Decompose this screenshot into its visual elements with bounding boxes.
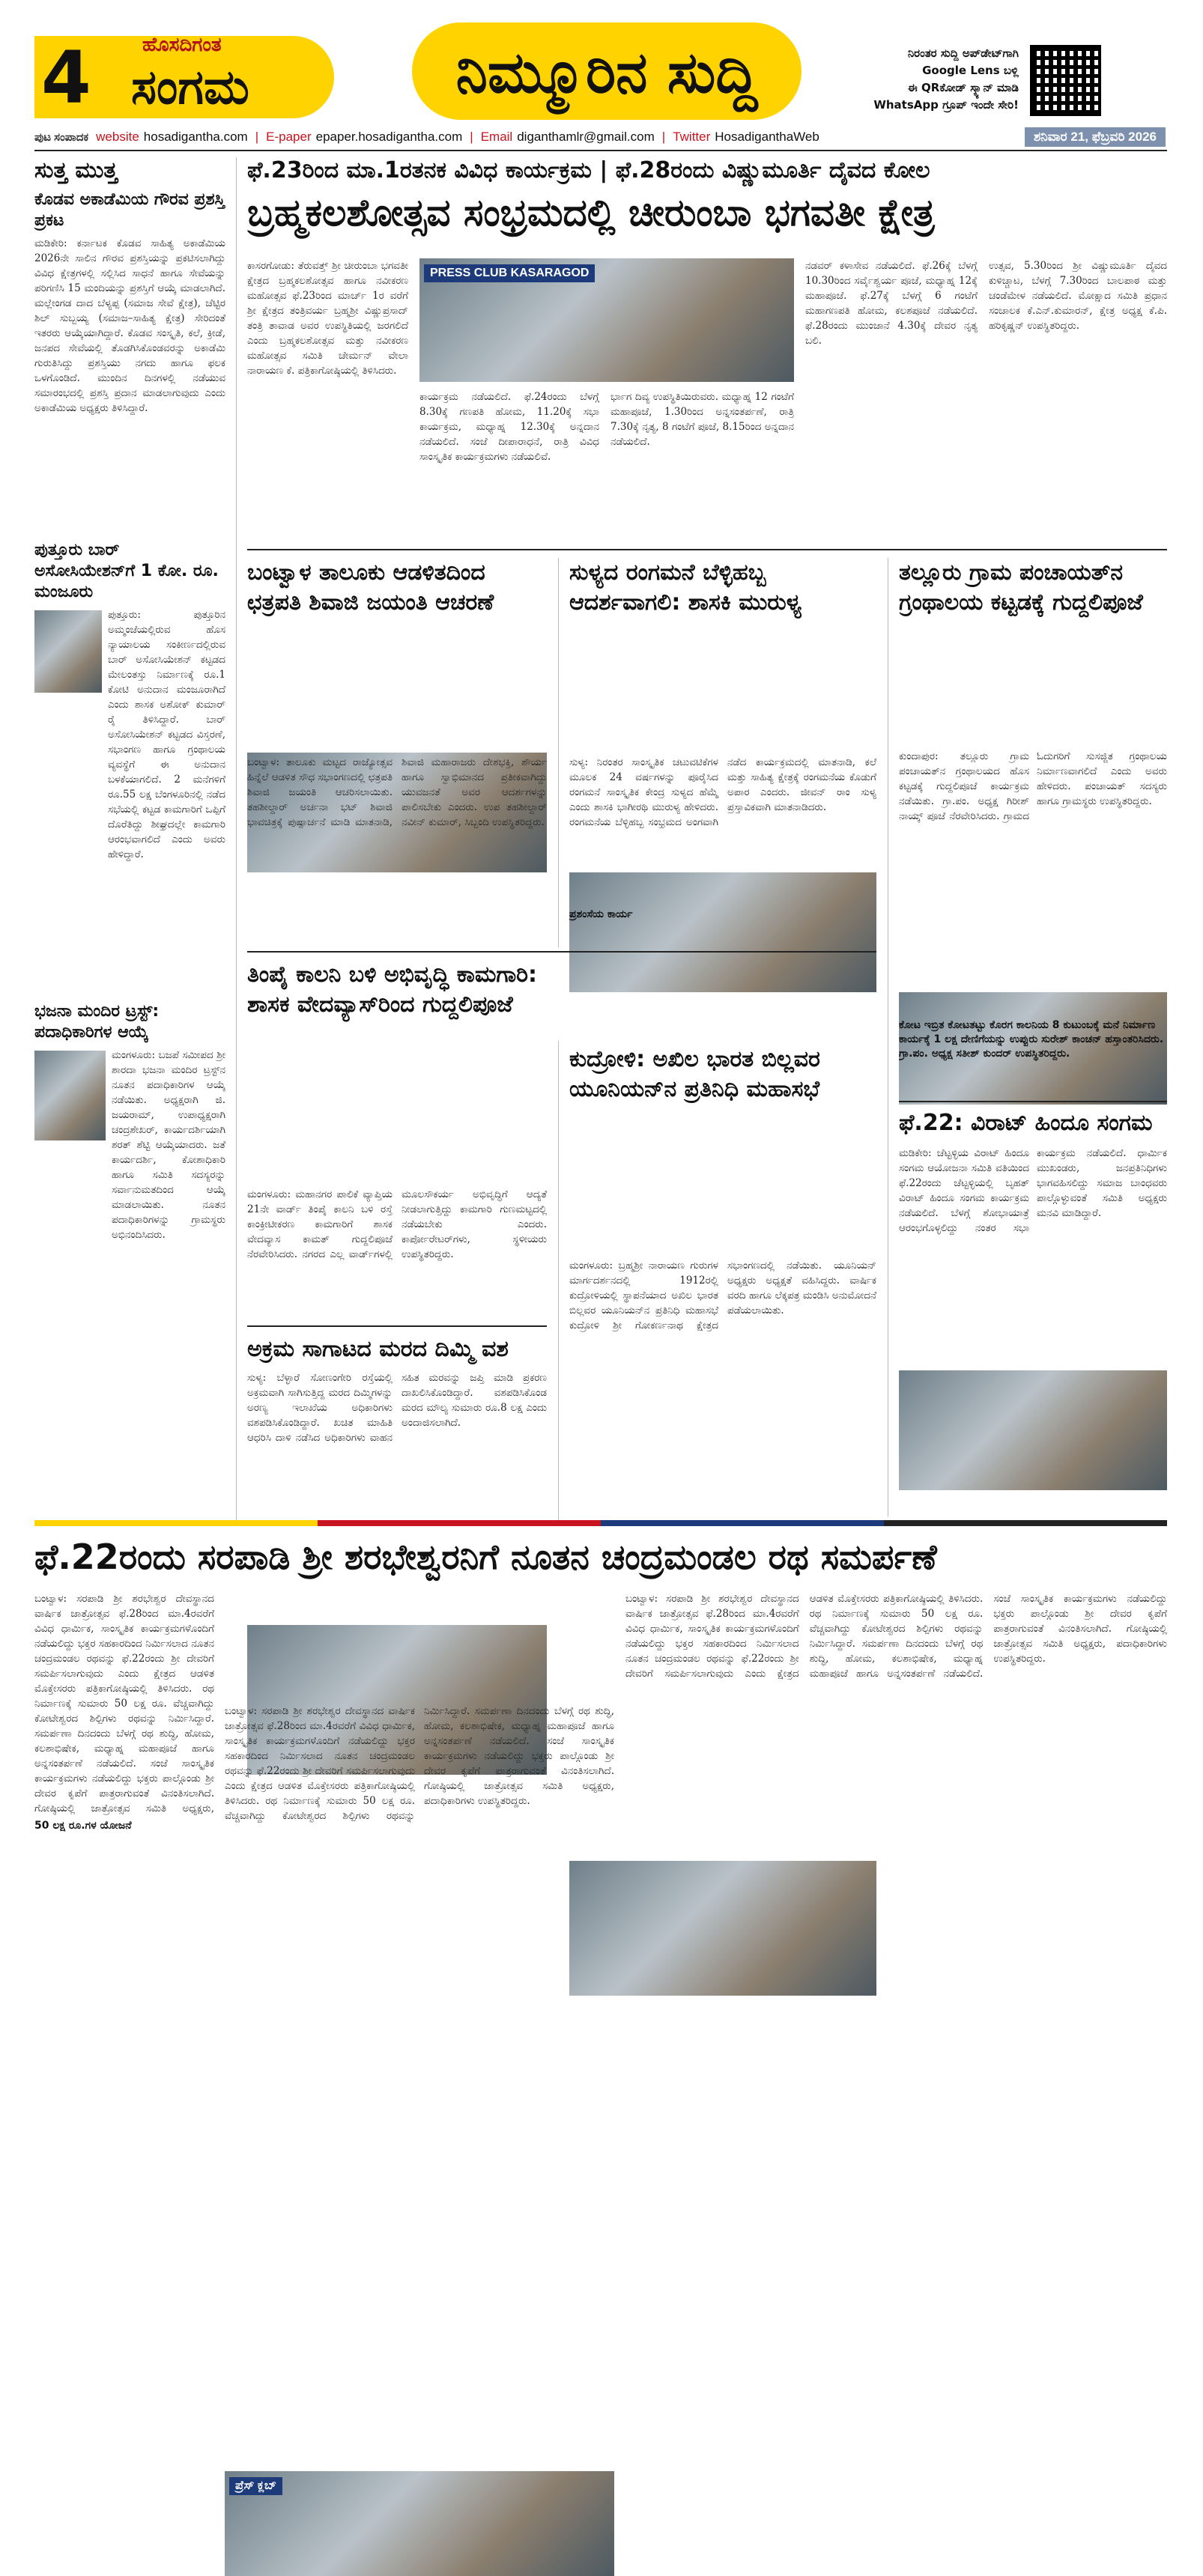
lead-body: ನಡವರ್ ಕಳಾಸೇವ ನಡೆಯಲಿದೆ. ಫೆ.26ಕ್ಕೆ ಬೆಳಗ್ಗೆ 10.30ರಿಂದ ಸರ್ವೈಶ್ವರ್ಯ ಪೂಜೆ, ಮಧ್ಯಾಹ್ನ 12ಕ್ಕೆ ಮಹಾಪೂಜೆ. ಫೆ.27ಕ್ಕೆ ಬೆಳಗ್ಗೆ 6 ಗಂಟೆಗೆ ಮಹಾಗಣಪತಿ ಹೋಮ, ಕಲಶಪೂಜೆ ನಡೆಯಲಿದೆ. ಫೆ.28ರಂದು ಮುಂಜಾನೆ 4.30ಕ್ಕೆ ದೇವರ ನೃತ್ಯ ಬಲಿ. [805, 260, 978, 347]
story-body: ಸುಳ್ಯ: ನಿರಂತರ ಸಾಂಸ್ಕೃತಿಕ ಚಟುವಟಿಕೆಗಳ ಮೂಲಕ 24 ವರ್ಷಗಳನ್ನು ಪೂರೈಸಿದ ರಂಗಮನೆ ಸಾಂಸ್ಕೃತಿಕ ಕೇಂದ್ರ ಸುಳ್ಯದ ಹೆಮ್ಮೆ ಎಂದು ಶಾಸಕಿ ಭಾಗೀರಥಿ ಮುರುಳ್ಯ ಹೇಳಿದರು. ರಂಗಮನೆಯ ಬೆಳ್ಳಿಹಬ್ಬ ಸಂಭ್ರಮದ ಅಂಗವಾಗಿ ನಡೆದ ಕಾರ್ಯಕ್ರಮದಲ್ಲಿ ಮಾತನಾಡಿ, ಕಲೆ ಮತ್ತು ಸಾಹಿತ್ಯ ಕ್ಷೇತ್ರಕ್ಕೆ ರಂಗಮನೆಯ ಕೊಡುಗೆ ಅಪಾರ ಎಂದರು. ಜೀವನ್ ರಾಂ ಸುಳ್ಯ ಪ್ರಸ್ತಾವಿಕವಾಗಿ ಮಾತನಾಡಿದರು. [569, 756, 876, 828]
twitter-label: Twitter [673, 130, 711, 144]
page-number: 4 [41, 36, 91, 120]
story-body: ಮಡಿಕೇರಿ: ಕರ್ನಾಟಕ ಕೊಡವ ಸಾಹಿತ್ಯ ಅಕಾಡೆಮಿಯ 2026ನೇ ಸಾಲಿನ ಗೌರವ ಪ್ರಶಸ್ತಿಯನ್ನು ಪ್ರಕಟಿಸಲಾಗಿದ್ದು ವಿವಿಧ ಕ್ಷೇತ್ರಗಳಲ್ಲಿ ಸಲ್ಲಿಸಿದ ಸಾಧನೆ ಹಾಗೂ ಸೇವೆಯನ್ನು ಪರಿಗಣಿಸಿ 15 ಮಂದಿಯನ್ನು ಪ್ರಶಸ್ತಿಗೆ ಆಯ್ಕೆ ಮಾಡಲಾಗಿದೆ. ಮಲ್ಲೇಂಗಡ ದಾದ ಬೆಳ್ಯಪ್ಪ (ಸಮಾಜ ಸೇವೆ ಕ್ಷೇತ್ರ), ಚೆಟ್ಟಿರ ಶಿಲ್ ಸುಬ್ಬಯ್ಯ (ಸಮಾಜ–ಸಾಹಿತ್ಯ ಕ್ಷೇತ್ರ) ಸೇರಿದಂತೆ ಇತರರು ಆಯ್ಕೆಯಾಗಿದ್ದಾರೆ. ಕೊಡವ ಸಂಸ್ಕೃತಿ, ಕಲೆ, ಕ್ರೀಡೆ, ಜನಪದ ಸೇವೆಯಲ್ಲಿ ತೊಡಗಿಸಿಕೊಂಡವರನ್ನು ಅಕಾಡೆಮಿ ಗುರುತಿಸಿದ್ದು ಪ್ರಶಸ್ತಿಯು ನಗದು ಹಾಗೂ ಫಲಕ ಒಳಗೊಂಡಿದೆ. ಮುಂದಿನ ದಿನಗಳಲ್ಲಿ ನಡೆಯುವ ಸಮಾರಂಭದಲ್ಲಿ ಪ್ರಶಸ್ತಿ ಪ್ರದಾನ ಮಾಡಲಾಗುವುದು ಎಂದು ಅಕಾಡೆಮಿಯ ಅಧ್ಯಕ್ಷರು ತಿಳಿಸಿದ್ದಾರೆ. [34, 237, 225, 414]
twitter-link[interactable]: HosadiganthaWeb [715, 130, 819, 144]
person-photo [34, 1051, 106, 1140]
story-body: ಮಂಗಳೂರು: ಬಜಪೆ ಸಮೀಪದ ಶ್ರೀ ಶಾರದಾ ಭಜನಾ ಮಂದಿರ ಟ್ರಸ್ಟ್‌ನ ನೂತನ ಪದಾಧಿಕಾರಿಗಳ ಆಯ್ಕೆ ನಡೆಯಿತು. ಅಧ್ಯಕ್ಷರಾಗಿ ಜಿ. ಜಯರಾಮ್, ಉಪಾಧ್ಯಕ್ಷರಾಗಿ ಚಂದ್ರಶೇಖರ್, ಕಾರ್ಯದರ್ಶಿಯಾಗಿ ಶರತ್ ಶೆಟ್ಟಿ ಆಯ್ಕೆಯಾದರು. ಜತೆ ಕಾರ್ಯದರ್ಶಿ, ಕೋಶಾಧಿಕಾರಿ ಹಾಗೂ ಸಮಿತಿ ಸದಸ್ಯರನ್ನು ಸರ್ವಾನುಮತದಿಂದ ಆಯ್ಕೆ ಮಾಡಲಾಯಿತು. ನೂತನ ಪದಾಧಿಕಾರಿಗಳನ್ನು ಗ್ರಾಮಸ್ಥರು ಅಭಿನಂದಿಸಿದರು. [112, 1049, 225, 1241]
masthead-rule [34, 150, 1167, 151]
epaper-link[interactable]: epaper.hosadigantha.com [315, 130, 463, 144]
story-body: ಮಡಿಕೇರಿ: ಚೆಟ್ಟಳ್ಳಿಯ ವಿರಾಟ್ ಹಿಂದೂ ಸಂಗಮ ಆಯೋಜನಾ ಸಮಿತಿ ವತಿಯಿಂದ ಫೆ.22ರಂದು ಚೆಟ್ಟಳ್ಳಿಯಲ್ಲಿ ಬೃಹತ್ ವಿರಾಟ್ ಹಿಂದೂ ಸಂಗಮ ಕಾರ್ಯಕ್ರಮ ನಡೆಯಲಿದೆ. ಬೆಳಗ್ಗೆ ಶೋಭಾಯಾತ್ರೆ ಆರಂಭಗೊಳ್ಳಲಿದ್ದು ನಂತರ ಸಭಾ ಕಾರ್ಯಕ್ರಮ ನಡೆಯಲಿದೆ. ಧಾರ್ಮಿಕ ಮುಖಂಡರು, ಜನಪ್ರತಿನಿಧಿಗಳು ಭಾಗವಹಿಸಲಿದ್ದು ಸಮಾಜ ಬಾಂಧವರು ಪಾಲ್ಗೊಳ್ಳುವಂತೆ ಸಮಿತಿ ಅಧ್ಯಕ್ಷರು ಮನವಿ ಮಾಡಿದ್ದಾರೆ. [899, 1147, 1167, 1234]
story-headline: ಅಕ್ರಮ ಸಾಗಾಟದ ಮರದ ದಿಮ್ಮಿ ವಶ [247, 1336, 509, 1362]
photo-banner: ಪ್ರೆಸ್ ಕ್ಲಬ್ [229, 2477, 282, 2495]
story-headline: ಭಜನಾ ಮಂದಿರ ಟ್ರಸ್ಟ್: ಪದಾಧಿಕಾರಿಗಳ ಆಯ್ಕೆ [34, 1002, 160, 1042]
tagline: ನಿಮ್ಮೂರಿನ ಸುದ್ದಿ [455, 39, 758, 106]
story-body: ಪುತ್ತೂರು: ಪುತ್ತೂರಿನ ಅಮ್ಮಂಜೆಯಲ್ಲಿರುವ ಹೊಸ ನ್ಯಾಯಾಲಯ ಸಂಕೀರ್ಣದಲ್ಲಿರುವ ಬಾರ್ ಅಸೋಸಿಯೇಶನ್ ಕಟ್ಟಡದ ಮೇಲಂತಸ್ತು ನಿರ್ಮಾಣಕ್ಕೆ ರೂ.1 ಕೋಟಿ ಅನುದಾನ ಮಂಜೂರಾಗಿದೆ ಎಂದು ಶಾಸಕ ಅಶೋಕ್ ಕುಮಾರ್ ರೈ ತಿಳಿಸಿದ್ದಾರೆ. ಬಾರ್ ಅಸೋಸಿಯೇಶನ್ ಕಟ್ಟಡದ ವಿಸ್ತರಣೆ, ಸಭಾಂಗಣ ಹಾಗೂ ಗ್ರಂಥಾಲಯ ವ್ಯವಸ್ಥೆಗೆ ಈ ಅನುದಾನ ಬಳಕೆಯಾಗಲಿದೆ. 2 ಮನೆಗಳಿಗೆ ರೂ.55 ಲಕ್ಷ ಬೆಂಗಳೂರಿನಲ್ಲಿ ನಡೆದ ಸಭೆಯಲ್ಲಿ ಕಟ್ಟಡ ಕಾಮಗಾರಿಗೆ ಒಪ್ಪಿಗೆ ದೊರೆತಿದ್ದು ಶೀಘ್ರದಲ್ಲೇ ಕಾಮಗಾರಿ ಆರಂಭವಾಗಲಿದೆ ಎಂದು ಅವರು ಹೇಳಿದ್ದಾರೆ. [108, 609, 225, 860]
qr-note-line: ನಿರಂತರ ಸುದ್ದಿ ಅಪ್‌ಡೇಟ್‌ಗಾಗಿ [907, 46, 1019, 60]
bottom-body: ಬಂಟ್ವಾಳ: ಸರಪಾಡಿ ಶ್ರೀ ಶರಭೇಶ್ವರ ದೇವಸ್ಥಾನದ ವಾರ್ಷಿಕ ಜಾತ್ರೋತ್ಸವ ಫೆ.28ರಿಂದ ಮಾ.4ರವರೆಗೆ ವಿವಿಧ ಧಾರ್ಮಿಕ, ಸಾಂಸ್ಕೃತಿಕ ಕಾರ್ಯಕ್ರಮಗಳೊಂದಿಗೆ ನಡೆಯಲಿದ್ದು ಭಕ್ತರ ಸಹಕಾರದಿಂದ ನಿರ್ಮಿಸಲಾದ ನೂತನ ಚಂದ್ರಮಂಡಲ ರಥವನ್ನು ಫೆ.22ರಂದು ಶ್ರೀ ದೇವರಿಗೆ ಸಮರ್ಪಿಸಲಾಗುವುದು ಎಂದು ಕ್ಷೇತ್ರದ ಆಡಳಿತ ಮೊಕ್ತೇಸರರು ಪತ್ರಿಕಾಗೋಷ್ಠಿಯಲ್ಲಿ ತಿಳಿಸಿದರು. ರಥ ನಿರ್ಮಾಣಕ್ಕೆ ಸುಮಾರು 50 ಲಕ್ಷ ರೂ. ವೆಚ್ಚವಾಗಿದ್ದು ಕೋಟೇಶ್ವರದ ಶಿಲ್ಪಿಗಳು ರಥವನ್ನು ನಿರ್ಮಿಸಿದ್ದಾರೆ. ಸಮರ್ಪಣಾ ದಿನದಂದು ಬೆಳಗ್ಗೆ ರಥ ಶುದ್ಧಿ, ಹೋಮ, ಕಲಶಾಭಿಷೇಕ, ಮಧ್ಯಾಹ್ನ ಮಹಾಪೂಜೆ ಹಾಗೂ ಅನ್ನಸಂತರ್ಪಣೆ ನಡೆಯಲಿದೆ. ಸಂಜೆ ಸಾಂಸ್ಕೃತಿಕ ಕಾರ್ಯಕ್ರಮಗಳು ನಡೆಯಲಿದ್ದು ಭಕ್ತರು ಪಾಲ್ಗೊಂಡು ಶ್ರೀ ದೇವರ ಕೃಪೆಗೆ ಪಾತ್ರರಾಗುವಂತೆ ವಿನಂತಿಸಲಾಗಿದೆ. ಗೋಷ್ಠಿಯಲ್ಲಿ ಜಾತ್ರೋತ್ಸವ ಸಮಿತಿ ಅಧ್ಯಕ್ಷರು, ಪದಾಧಿಕಾರಿಗಳು ಉಪಸ್ಥಿತರಿದ್ದರು. [225, 1705, 614, 1822]
qr-note [839, 45, 1019, 114]
story-headline: ಕೊಡವ ಅಕಾಡೆಮಿಯ ಗೌರವ ಪ್ರಶಸ್ತಿ ಪ್ರಕಟ [34, 190, 225, 230]
lead-body: ರ್ಭಾಗ ದಿವ್ಯ ಉಪಸ್ಥಿತಿಯಿರುವರು. ಮಧ್ಯಾಹ್ನ 12 ಗಂಟೆಗೆ ಮಹಾಪೂಜೆ, 1.30ರಿಂದ ಅನ್ನಸಂತರ್ಪಣೆ, ರಾತ್ರಿ 7.30ಕ್ಕೆ ನೃತ್ಯ, 8 ಗಂಟೆಗೆ ಪೂಜೆ, 8.15ರಿಂದ ಅನ್ನದಾನ ನಡೆಯಲಿದೆ. [610, 391, 794, 448]
story-headline: ಕುದ್ರೋಳಿ: ಅಖಿಲ ಭಾರತ ಬಿಲ್ಲವರ ಯೂನಿಯನ್‌ನ ಪ್ರತಿನಿಧಿ ಮಹಾಸಭೆ [569, 1046, 820, 1102]
section-title: ಸಂಗಮ [131, 60, 249, 115]
left-column [34, 157, 225, 1520]
story-headline: ಫೆ.22: ವಿರಾಟ್ ಹಿಂದೂ ಸಂಗಮ [899, 1110, 1153, 1136]
lead-body: ಕಾರ್ಯಕ್ರಮ ನಡೆಯಲಿದೆ. ಫೆ.24ರಂದು ಬೆಳಗ್ಗೆ 8.30ಕ್ಕೆ ಗಣಪತಿ ಹೋಮ, 11.20ಕ್ಕೆ ಸಭಾ ಕಾರ್ಯಕ್ರಮ, ಮಧ್ಯಾಹ್ನ 12.30ಕ್ಕೆ ಅನ್ನದಾನ ನಡೆಯಲಿದೆ. ಸಂಜೆ ದೀಪಾರಾಧನೆ, ರಾತ್ರಿ ವಿವಿಧ ಸಾಂಸ್ಕೃತಿಕ ಕಾರ್ಯಕ್ರಮಗಳು ನಡೆಯಲಿವೆ. [419, 391, 599, 463]
press-meet-photo [225, 2471, 614, 2576]
epaper-label: E-paper [266, 130, 312, 144]
lead-story [247, 157, 1169, 235]
lead-body: ಕಾಸರಗೋಡು: ತೆರುವತ್ತ್ ಶ್ರೀ ಚೀರುಂಬಾ ಭಗವತೀ ಕ್ಷೇತ್ರದ ಬ್ರಹ್ಮಕಲಶೋತ್ಸವ ಹಾಗೂ ನವೀಕರಣ ಮಹೋತ್ಸವ ಫೆ.23ರಿಂದ ಮಾರ್ಚ್ 1ರ ವರೆಗೆ ಶ್ರೀ ಕ್ಷೇತ್ರದ ತಂತ್ರಿವರ್ಯ ಬ್ರಹ್ಮಶ್ರೀ ವಿಷ್ಣುಪ್ರಸಾದ್ ತಂತ್ರಿ ತಾವಾಡ ಅವರ ಉಪಸ್ಥಿತಿಯಲ್ಲಿ ಜರಗಲಿದೆ ಎಂದು ಬ್ರಹ್ಮಕಲಶೋತ್ಸವ ಮತ್ತು ನವೀಕರಣ ಮಹೋತ್ಸವ ಸಮಿತಿ ಚೇರ್ಮನ್ ವೇಲಾ ನಾರಾಯಣ ಕೆ. ಪತ್ರಿಕಾಗೋಷ್ಠಿಯಲ್ಲಿ ತಿಳಿಸಿದರು. [247, 260, 408, 377]
bottom-headline: ಫೆ.22ರಂದು ಸರಪಾಡಿ ಶ್ರೀ ಶರಭೇಶ್ವರನಿಗೆ ನೂತನ ಚಂದ್ರಮಂಡಲ ರಥ ಸಮರ್ಪಣೆ [34, 1537, 937, 1577]
story-body: ಬಂಟ್ವಾಳ: ತಾಲೂಕು ಮಟ್ಟದ ರಾಜ್ಯೋತ್ಸವ ಹಿನ್ನೆಲೆ ಆಡಳಿತ ಸೌಧ ಸಭಾಂಗಣದಲ್ಲಿ ಛತ್ರಪತಿ ಶಿವಾಜಿ ಜಯಂತಿ ಆಚರಿಸಲಾಯಿತು. ತಹಶೀಲ್ದಾರ್ ಅರ್ಚನಾ ಭಟ್ ಶಿವಾಜಿ ಭಾವಚಿತ್ರಕ್ಕೆ ಪುಷ್ಪಾರ್ಚನೆ ಮಾಡಿ ಮಾತನಾಡಿ, ಶಿವಾಜಿ ಮಹಾರಾಜರು ದೇಶಭಕ್ತಿ, ಶೌರ್ಯ ಹಾಗೂ ಸ್ವಾಭಿಮಾನದ ಪ್ರತೀಕವಾಗಿದ್ದು ಯುವಜನತೆ ಅವರ ಆದರ್ಶಗಳನ್ನು ಪಾಲಿಸಬೇಕು ಎಂದರು. ಉಪ ತಹಶೀಲ್ದಾರ್ ನವೀನ್ ಕುಮಾರ್, ಸಿಬ್ಬಂದಿ ಉಪಸ್ಥಿತರಿದ್ದರು. [247, 756, 547, 828]
story-body: ಮಂಗಳೂರು: ಮಹಾನಗರ ಪಾಲಿಕೆ ವ್ಯಾಪ್ತಿಯ 21ನೇ ವಾರ್ಡ್ ತಿಂಪೈ ಕಾಲನಿ ಬಳಿ ರಸ್ತೆ ಕಾಂಕ್ರೀಟೀಕರಣ ಕಾಮಗಾರಿಗೆ ಶಾಸಕ ವೇದವ್ಯಾಸ ಕಾಮತ್ ಗುದ್ದಲಿಪೂಜೆ ನೆರವೇರಿಸಿದರು. ನಗರದ ಎಲ್ಲ ವಾರ್ಡ್‌ಗಳಲ್ಲಿ ಮೂಲಸೌಕರ್ಯ ಅಭಿವೃದ್ಧಿಗೆ ಆದ್ಯತೆ ನೀಡಲಾಗುತ್ತಿದ್ದು ಕಾಮಗಾರಿ ಗುಣಮಟ್ಟದಲ್ಲಿ ನಡೆಯಬೇಕು ಎಂದರು. ಕಾರ್ಪೋರೇಟರ್‌ಗಳು, ಸ್ಥಳೀಯರು ಉಪಸ್ಥಿತರಿದ್ದರು. [247, 1188, 547, 1260]
photo-caption: ಕೋಟ ಇಬ್ರಿತ ಕೋಟತಟ್ಟು ಕೊರಗ ಕಾಲನಿಯ 8 ಕುಟುಂಬಕ್ಕೆ ಮನೆ ನಿರ್ಮಾಣ ಕಾರ್ಯಕ್ಕೆ 1 ಲಕ್ಷ ದೇಣಿಗೆಯನ್ನು ಉಪ್ಪುರು ಸುರೇಶ್ ಕಾಂಚನ್ ಹಸ್ತಾಂತರಿಸಿದರು. ಗ್ರಾ.ಪಂ. ಅಧ್ಯಕ್ಷ ಸತೀಶ್ ಕುಂದರ್ ಉಪಸ್ಥಿತರಿದ್ದರು. [899, 1019, 1164, 1060]
bottom-body: ಬಂಟ್ವಾಳ: ಸರಪಾಡಿ ಶ್ರೀ ಶರಭೇಶ್ವರ ದೇವಸ್ಥಾನದ ವಾರ್ಷಿಕ ಜಾತ್ರೋತ್ಸವ ಫೆ.28ರಿಂದ ಮಾ.4ರವರೆಗೆ ವಿವಿಧ ಧಾರ್ಮಿಕ, ಸಾಂಸ್ಕೃತಿಕ ಕಾರ್ಯಕ್ರಮಗಳೊಂದಿಗೆ ನಡೆಯಲಿದ್ದು ಭಕ್ತರ ಸಹಕಾರದಿಂದ ನಿರ್ಮಿಸಲಾದ ನೂತನ ಚಂದ್ರಮಂಡಲ ರಥವನ್ನು ಫೆ.22ರಂದು ಶ್ರೀ ದೇವರಿಗೆ ಸಮರ್ಪಿಸಲಾಗುವುದು ಎಂದು ಕ್ಷೇತ್ರದ ಆಡಳಿತ ಮೊಕ್ತೇಸರರು ಪತ್ರಿಕಾಗೋಷ್ಠಿಯಲ್ಲಿ ತಿಳಿಸಿದರು. ರಥ ನಿರ್ಮಾಣಕ್ಕೆ ಸುಮಾರು 50 ಲಕ್ಷ ರೂ. ವೆಚ್ಚವಾಗಿದ್ದು ಕೋಟೇಶ್ವರದ ಶಿಲ್ಪಿಗಳು ರಥವನ್ನು ನಿರ್ಮಿಸಿದ್ದಾರೆ. ಸಮರ್ಪಣಾ ದಿನದಂದು ಬೆಳಗ್ಗೆ ರಥ ಶುದ್ಧಿ, ಹೋಮ, ಕಲಶಾಭಿಷೇಕ, ಮಧ್ಯಾಹ್ನ ಮಹಾಪೂಜೆ ಹಾಗೂ ಅನ್ನಸಂತರ್ಪಣೆ ನಡೆಯಲಿದೆ. ಸಂಜೆ ಸಾಂಸ್ಕೃತಿಕ ಕಾರ್ಯಕ್ರಮಗಳು ನಡೆಯಲಿದ್ದು ಭಕ್ತರು ಪಾಲ್ಗೊಂಡು ಶ್ರೀ ದೇವರ ಕೃಪೆಗೆ ಪಾತ್ರರಾಗುವಂತೆ ವಿನಂತಿಸಲಾಗಿದೆ. ಗೋಷ್ಠಿಯಲ್ಲಿ ಜಾತ್ರೋತ್ಸವ ಸಮಿತಿ ಅಧ್ಯಕ್ಷರು, [34, 1593, 214, 1814]
qr-code-icon[interactable] [1030, 45, 1101, 116]
story-subhead: ಪ್ರಶಂಸೆಯ ಕಾರ್ಯ [569, 908, 633, 920]
brand-name: ಹೊಸದಿಗಂತ [142, 34, 222, 56]
lead-headline: ಬ್ರಹ್ಮಕಲಶೋತ್ಸವ ಸಂಭ್ರಮದಲ್ಲಿ ಚೀರುಂಬಾ ಭಗವತೀ ಕ್ಷೇತ್ರ [247, 191, 935, 234]
bottom-body: ಬಂಟ್ವಾಳ: ಸರಪಾಡಿ ಶ್ರೀ ಶರಭೇಶ್ವರ ದೇವಸ್ಥಾನದ ವಾರ್ಷಿಕ ಜಾತ್ರೋತ್ಸವ ಫೆ.28ರಿಂದ ಮಾ.4ರವರೆಗೆ ವಿವಿಧ ಧಾರ್ಮಿಕ, ಸಾಂಸ್ಕೃತಿಕ ಕಾರ್ಯಕ್ರಮಗಳೊಂದಿಗೆ ನಡೆಯಲಿದ್ದು ಭಕ್ತರ ಸಹಕಾರದಿಂದ ನಿರ್ಮಿಸಲಾದ ನೂತನ ಚಂದ್ರಮಂಡಲ ರಥವನ್ನು ಫೆ.22ರಂದು ಶ್ರೀ ದೇವರಿಗೆ ಸಮರ್ಪಿಸಲಾಗುವುದು ಎಂದು ಕ್ಷೇತ್ರದ ಆಡಳಿತ ಮೊಕ್ತೇಸರರು ಪತ್ರಿಕಾಗೋಷ್ಠಿಯಲ್ಲಿ ತಿಳಿಸಿದರು. ರಥ ನಿರ್ಮಾಣಕ್ಕೆ ಸುಮಾರು 50 ಲಕ್ಷ ರೂ. ವೆಚ್ಚವಾಗಿದ್ದು ಕೋಟೇಶ್ವರದ ಶಿಲ್ಪಿಗಳು ರಥವನ್ನು ನಿರ್ಮಿಸಿದ್ದಾರೆ. ಸಮರ್ಪಣಾ ದಿನದಂದು ಬೆಳಗ್ಗೆ ರಥ ಶುದ್ಧಿ, ಹೋಮ, ಕಲಶಾಭಿಷೇಕ, ಮಧ್ಯಾಹ್ನ ಮಹಾಪೂಜೆ ಹಾಗೂ ಅನ್ನಸಂತರ್ಪಣೆ ನಡೆಯಲಿದೆ. ಸಂಜೆ ಸಾಂಸ್ಕೃತಿಕ ಕಾರ್ಯಕ್ರಮಗಳು ನಡೆಯಲಿದ್ದು ಭಕ್ತರು ಪಾಲ್ಗೊಂಡು ಶ್ರೀ ದೇವರ ಕೃಪೆಗೆ ಪಾತ್ರರಾಗುವಂತೆ ವಿನಂತಿಸಲಾಗಿದೆ. ಗೋಷ್ಠಿಯಲ್ಲಿ ಜಾತ್ರೋತ್ಸವ ಸಮಿತಿ ಅಧ್ಯಕ್ಷರು, ಪದಾಧಿಕಾರಿಗಳು ಉಪಸ್ಥಿತರಿದ್ದರು. [625, 1593, 1167, 1680]
qr-note-line: WhatsApp ಗ್ರೂಪ್ ಇಂದೇ ಸೇರಿ! [873, 98, 1019, 112]
story-headline: ತಿಂಪೈ ಕಾಲನಿ ಬಳಿ ಅಭಿವೃದ್ಧಿ ಕಾಮಗಾರಿ: ಶಾಸಕ ವೇದವ್ಯಾಸ್‌ರಿಂದ ಗುದ್ದಲಿಪೂಜೆ [247, 962, 538, 1018]
story-headline: ಬಂಟ್ವಾಳ ತಾಲೂಕು ಆಡಳಿತದಿಂದ ಛತ್ರಪತಿ ಶಿವಾಜಿ ಜಯಂತಿ ಆಚರಣೆ [247, 559, 494, 616]
website-link[interactable]: hosadigantha.com [143, 130, 248, 144]
issue-date: ಶನಿವಾರ 21, ಫೆಬ್ರವರಿ 2026 [1025, 127, 1166, 147]
info-bar: ಪುಟ ಸಂಪಾದಕ website hosadigantha.com | E-paper epaper.hosadigantha.com | Email diganthamlr@gmail.com | Twitter HosadiganthaWeb ಶನಿವಾರ 21, ಫೆಬ್ರವರಿ 2026 [34, 126, 1166, 148]
story-headline: ಪುತ್ತೂರು ಬಾರ್ ಅಸೋಸಿಯೇಶನ್‌ಗೆ 1 ಕೋ. ರೂ. ಮಂಜೂರು [34, 541, 219, 601]
person-photo [34, 610, 102, 693]
edition-label: ಪುಟ ಸಂಪಾದಕ [34, 130, 89, 144]
email-link[interactable]: diganthamlr@gmail.com [517, 130, 655, 144]
qr-note-line: ಈ QRಕೋಡ್ ಸ್ಕ್ಯಾನ್ ಮಾಡಿ [907, 81, 1019, 94]
story-body: ಮಂಗಳೂರು: ಬ್ರಹ್ಮಶ್ರೀ ನಾರಾಯಣ ಗುರುಗಳ ಮಾರ್ಗದರ್ಶನದಲ್ಲಿ 1912ರಲ್ಲಿ ಕುದ್ರೋಳಿಯಲ್ಲಿ ಸ್ಥಾಪನೆಯಾದ ಅಖಿಲ ಭಾರತ ಬಿಲ್ಲವರ ಯೂನಿಯನ್‌ನ ಪ್ರತಿನಿಧಿ ಮಹಾಸಭೆ ಕುದ್ರೋಳಿ ಶ್ರೀ ಗೋಕರ್ಣನಾಥ ಕ್ಷೇತ್ರದ ಸಭಾಂಗಣದಲ್ಲಿ ನಡೆಯಿತು. ಯೂನಿಯನ್ ಅಧ್ಯಕ್ಷರು ಅಧ್ಯಕ್ಷತೆ ವಹಿಸಿದ್ದರು. ವಾರ್ಷಿಕ ವರದಿ ಹಾಗೂ ಲೆಕ್ಕಪತ್ರ ಮಂಡಿಸಿ ಅನುಮೋದನೆ ಪಡೆಯಲಾಯಿತು. [569, 1260, 876, 1331]
email-label: Email [480, 130, 513, 144]
lead-kicker: ಫೆ.23ರಿಂದ ಮಾ.1ರತನಕ ವಿವಿಧ ಕಾರ್ಯಕ್ರಮ | ಫೆ.28ರಂದು ವಿಷ್ಣುಮೂರ್ತಿ ದೈವದ ಕೋಲ [247, 157, 930, 183]
column-logo: ಸುತ್ತ ಮುತ್ತ [34, 157, 118, 183]
bottom-subhead: 50 ಲಕ್ಷ ರೂ.ಗಳ ಯೋಜನೆ [34, 1820, 132, 1832]
story-headline: ಸುಳ್ಯದ ರಂಗಮನೆ ಬೆಳ್ಳಿಹಬ್ಬ ಆದರ್ಶವಾಗಲಿ: ಶಾಸಕಿ ಮುರುಳ್ಯ [569, 559, 802, 616]
story-headline: ತಲ್ಲೂರು ಗ್ರಾಮ ಪಂಚಾಯತ್‌ನ ಗ್ರಂಥಾಲಯ ಕಟ್ಟಡಕ್ಕೆ ಗುದ್ದಲಿಪೂಜೆ [899, 559, 1143, 616]
story-body: ಸುಳ್ಯ: ಬೆಳ್ಳಾರೆ ಸೋಣಂಗೇರಿ ರಸ್ತೆಯಲ್ಲಿ ಅಕ್ರಮವಾಗಿ ಸಾಗಿಸುತ್ತಿದ್ದ ಮರದ ದಿಮ್ಮಿಗಳನ್ನು ಅರಣ್ಯ ಇಲಾಖೆಯ ಅಧಿಕಾರಿಗಳು ವಶಪಡಿಸಿಕೊಂಡಿದ್ದಾರೆ. ಖಚಿತ ಮಾಹಿತಿ ಆಧರಿಸಿ ದಾಳಿ ನಡೆಸಿದ ಅಧಿಕಾರಿಗಳು ವಾಹನ ಸಹಿತ ಮರವನ್ನು ಜಪ್ತಿ ಮಾಡಿ ಪ್ರಕರಣ ದಾಖಲಿಸಿಕೊಂಡಿದ್ದಾರೆ. ವಶಪಡಿಸಿಕೊಂಡ ಮರದ ಮೌಲ್ಯ ಸುಮಾರು ರೂ.8 ಲಕ್ಷ ಎಂದು ಅಂದಾಜಿಸಲಾಗಿದೆ. [247, 1372, 547, 1444]
lead-body: ಉತ್ಸವ, 5.30ರಿಂದ ಶ್ರೀ ವಿಷ್ಣುಮೂರ್ತಿ ದೈವದ ಕುಳಿಚ್ಚಾಟ, ಬೆಳಗ್ಗೆ 7.30ರಿಂದ ಬಾಲಪಾಠ ಮತ್ತು ಚಂಡೆಮೇಳ ನಡೆಯಲಿದೆ. ಮೋಕ್ಷಾದ ಸಮಿತಿ ಪ್ರಧಾನ ಸಂಚಾಲಕ ಕೆ.ಎನ್.ಕುಮಾರನ್, ಕ್ಷೇತ್ರ ಅಧ್ಯಕ್ಷ ಕೆ.ಪಿ. ಹರಿಕೃಷ್ಣನ್ ಉಪಸ್ಥಿತರಿದ್ದರು. [989, 260, 1167, 332]
section-band [34, 1520, 1167, 1526]
story-body: ಕುಂದಾಪುರ: ತಲ್ಲೂರು ಗ್ರಾಮ ಪಂಚಾಯತ್‌ನ ಗ್ರಂಥಾಲಯದ ಹೊಸ ಕಟ್ಟಡಕ್ಕೆ ಗುದ್ದಲಿಪೂಜೆ ಕಾರ್ಯಕ್ರಮ ನಡೆಯಿತು. ಗ್ರಾ.ಪಂ. ಅಧ್ಯಕ್ಷ ಗಿರೀಶ್ ನಾಯ್ಕ್ ಪೂಜೆ ನೆರವೇರಿಸಿದರು. ಗ್ರಾಮದ ಓದುಗರಿಗೆ ಸುಸಜ್ಜಿತ ಗ್ರಂಥಾಲಯ ನಿರ್ಮಾಣವಾಗಲಿದೆ ಎಂದು ಅವರು ಹೇಳಿದರು. ಪಂಚಾಯತ್ ಸದಸ್ಯರು ಹಾಗೂ ಗ್ರಾಮಸ್ಥರು ಉಪಸ್ಥಿತರಿದ್ದರು. [899, 750, 1167, 822]
website-label: website [96, 130, 139, 144]
qr-note-line: Google Lens ಬಳ್ಲಿ [922, 64, 1019, 77]
press-meet-photo [419, 258, 794, 382]
story-photo [569, 1861, 876, 1996]
photo-banner: PRESS CLUB KASARAGOD [424, 264, 595, 282]
